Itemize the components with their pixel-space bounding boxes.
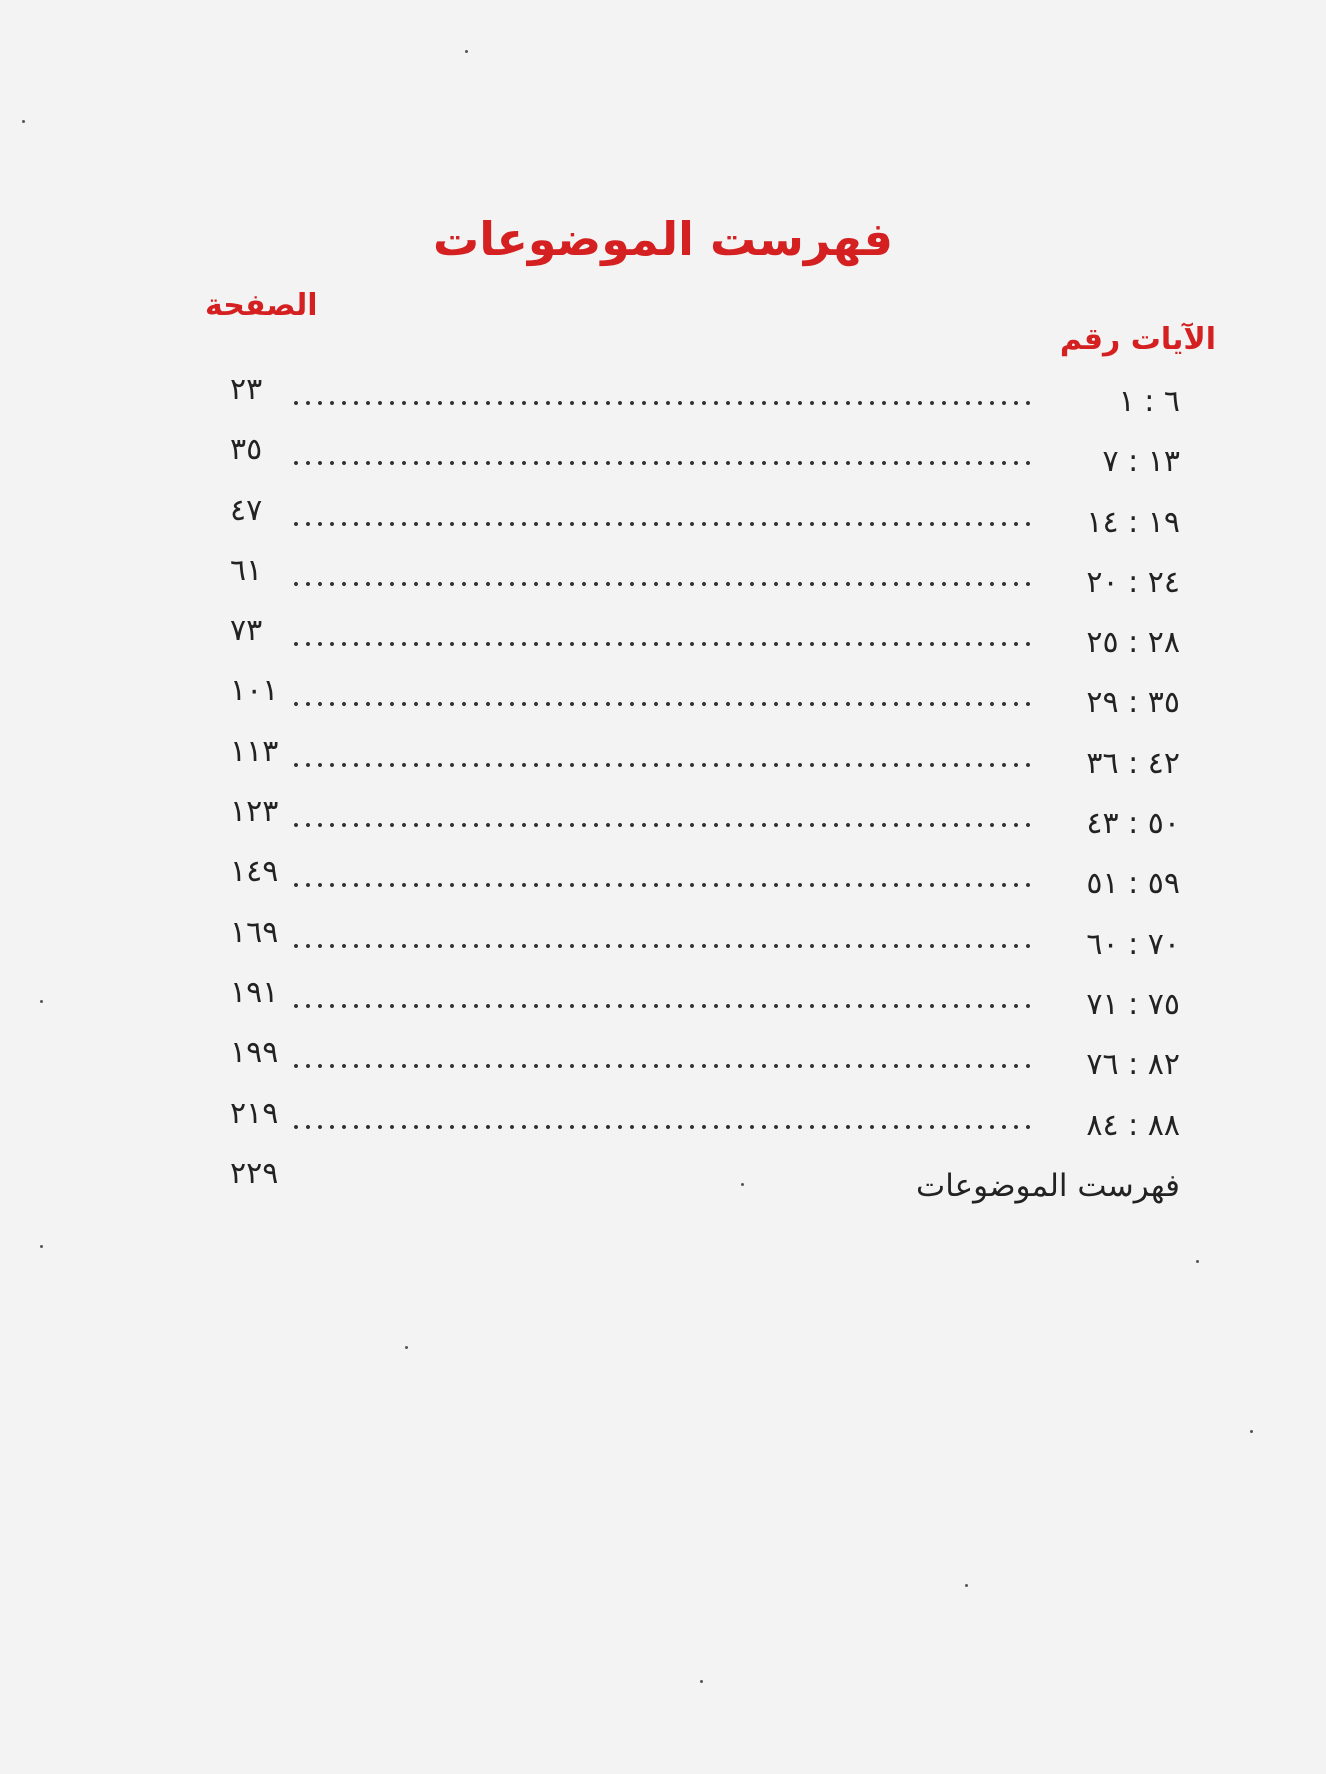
page-title: فهرست الموضوعات <box>433 212 893 266</box>
toc-row <box>230 553 1180 613</box>
toc-row <box>230 493 1180 553</box>
toc-page-number: ٧٣ <box>230 613 263 649</box>
toc-row <box>230 673 1180 733</box>
toc-verse-range: ٤٢ : ٣٦ <box>1082 746 1180 781</box>
toc-row <box>230 1096 1180 1156</box>
toc-row <box>230 854 1180 914</box>
dot-leader <box>290 1061 1030 1071</box>
toc-verse-range: ١٣ : ٧ <box>1098 444 1180 479</box>
scan-speck <box>700 1680 703 1683</box>
scan-speck <box>465 50 468 53</box>
toc-page-number: ١٤٩ <box>230 854 279 890</box>
dot-leader <box>290 519 1030 529</box>
toc-page-number: ١٠١ <box>230 673 279 709</box>
toc-verse-range: ٨٨ : ٨٤ <box>1082 1108 1180 1143</box>
toc-row <box>230 613 1180 673</box>
toc-page-number: ٦١ <box>230 552 263 588</box>
scan-speck <box>40 1000 43 1003</box>
dot-leader <box>290 941 1030 951</box>
dot-leader <box>290 880 1030 890</box>
column-header-page: الصفحة <box>205 288 318 323</box>
scan-speck <box>965 1584 968 1587</box>
table-of-contents <box>230 372 1180 1216</box>
toc-verse-range: ٢٨ : ٢٥ <box>1082 625 1180 660</box>
scan-speck <box>22 120 25 123</box>
dot-leader <box>290 398 1030 408</box>
scan-speck <box>741 1183 744 1186</box>
toc-verse-range: ٥٠ : ٤٣ <box>1082 806 1180 841</box>
toc-page-number: ١٢٣ <box>230 794 279 830</box>
scan-speck <box>1250 1430 1253 1433</box>
toc-verse-range: ٢٤ : ٢٠ <box>1082 565 1180 600</box>
toc-verse-range: ٣٥ : ٢٩ <box>1082 685 1180 720</box>
toc-page-number: ٣٥ <box>230 432 263 468</box>
dot-leader <box>290 458 1030 468</box>
toc-page-number: ١٩٩ <box>230 1035 279 1071</box>
toc-page-number: ٢٢٩ <box>230 1155 279 1191</box>
toc-row <box>230 975 1180 1035</box>
toc-page-number: ١١٣ <box>230 733 279 769</box>
dot-leader <box>290 639 1030 649</box>
scan-speck <box>405 1346 408 1349</box>
dot-leader <box>290 820 1030 830</box>
toc-page-number: ٢١٩ <box>230 1095 279 1131</box>
toc-row <box>230 794 1180 854</box>
toc-page-number: ١٦٩ <box>230 914 279 950</box>
dot-leader <box>290 699 1030 709</box>
toc-row <box>230 734 1180 794</box>
toc-page-number: ١٩١ <box>230 974 279 1010</box>
toc-verse-range: ١٩ : ١٤ <box>1082 505 1180 540</box>
dot-leader <box>290 579 1030 589</box>
toc-row <box>230 1035 1180 1095</box>
toc-row <box>230 1156 1180 1216</box>
toc-row <box>230 915 1180 975</box>
toc-row <box>230 372 1180 432</box>
dot-leader <box>290 1001 1030 1011</box>
toc-page-number: ٤٧ <box>230 492 263 528</box>
column-header-verses: الآيات رقم <box>1059 322 1216 357</box>
toc-verse-range: ٧٥ : ٧١ <box>1082 987 1180 1022</box>
toc-verse-range: ٥٩ : ٥١ <box>1082 866 1180 901</box>
dot-leader <box>290 1122 1030 1132</box>
toc-page-number: ٢٣ <box>230 372 263 407</box>
dot-leader <box>290 760 1030 770</box>
toc-verse-range: فهرست الموضوعات <box>912 1168 1180 1204</box>
toc-verse-range: ٧٠ : ٦٠ <box>1082 927 1180 962</box>
scan-speck <box>1196 1260 1199 1263</box>
scan-speck <box>40 1245 43 1248</box>
toc-verse-range: ٨٢ : ٧٦ <box>1082 1047 1180 1082</box>
toc-row <box>230 432 1180 492</box>
toc-verse-range: ٦ : ١ <box>1115 384 1180 419</box>
